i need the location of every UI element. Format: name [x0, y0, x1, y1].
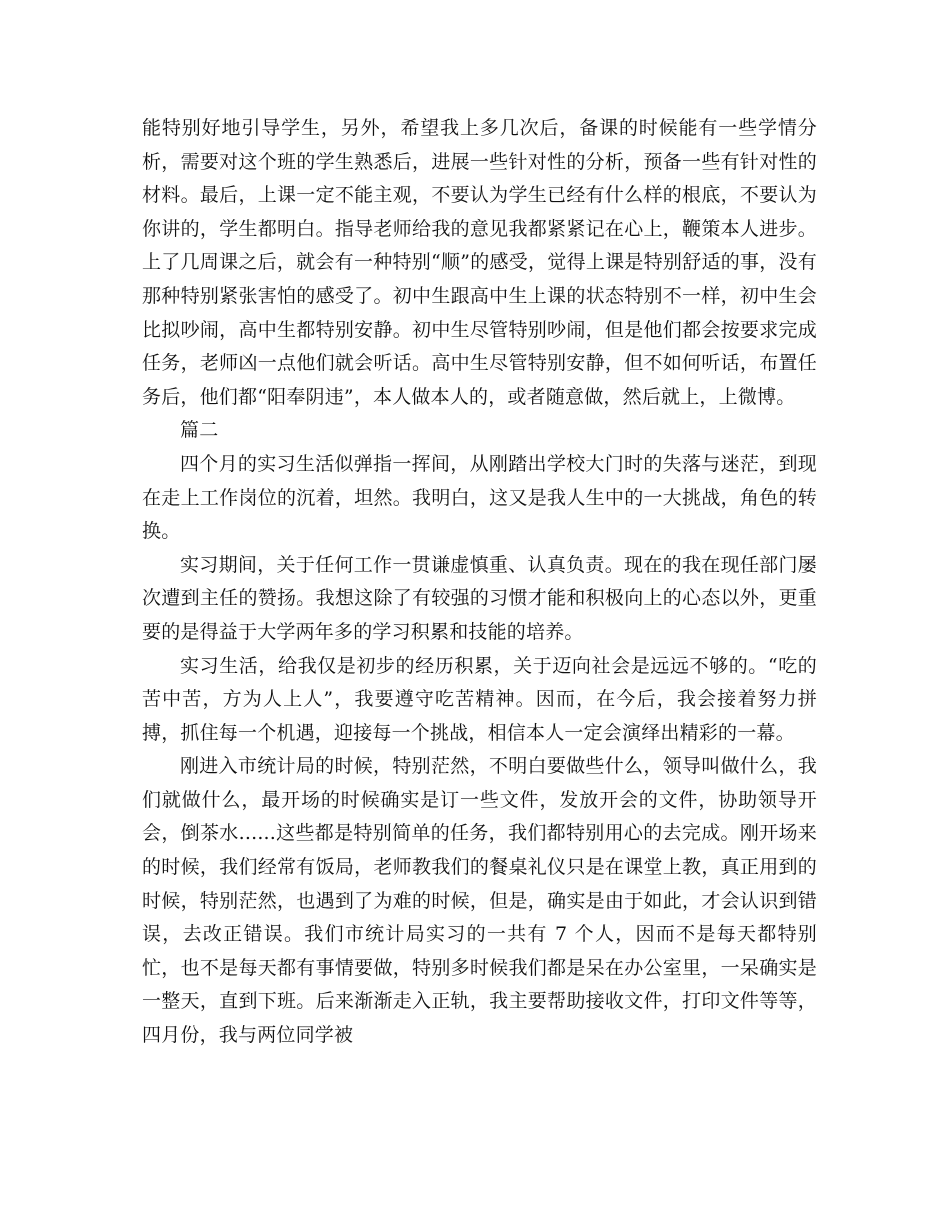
- section-heading: 篇二: [180, 419, 219, 442]
- paragraph: 刚进入市统计局的时候，特别茫然，不明白要做些什么，领导叫做什么，我们就做什么，最开场的时候确实是订一些文件，发放开会的文件，协助领导开会，倒茶水......这些都是特别简单的任务，我们都特别用心的去完成。刚开场来的时候，我们经常有饭局，老师教我们的餐桌礼仪只是在课堂上教，真正用到的时候，特别茫然，也遇到了为难的时候，但是，确实是由于如此，才会认识到错误，去改正错误。我们市统计局实习的一共有 7 个人，因而不是每天都特别忙，也不是每天都有事情要做，特别多时候我们都是呆在办公室里，一呆确实是一整天，直到下班。后来渐渐走入正轨，我主要帮助接收文件，打印文件等等，四月份，我与两位同学被: [142, 755, 817, 1047]
- paragraph: 实习生活，给我仅是初步的经历积累，关于迈向社会是远远不够的。“吃的苦中苦，方为人上人”，我要遵守吃苦精神。因而，在今后，我会接着努力拼搏，抓住每一个机遇，迎接每一个挑战，相信本人一定会演绎出精彩的一幕。: [142, 654, 817, 744]
- paragraph: 实习期间，关于任何工作一贯谦虚慎重、认真负责。现在的我在现任部门屡次遭到主任的赞扬。我想这除了有较强的习惯才能和积极向上的心态以外，更重要的是得益于大学两年多的学习积累和技能的培养。: [142, 553, 817, 643]
- document-body: [142, 112, 817, 1053]
- paragraph-continuation: 能特别好地引导学生，另外，希望我上多几次后，备课的时候能有一些学情分析，需要对这个班的学生熟悉后，进展一些针对性的分析，预备一些有针对性的材料。最后，上课一定不能主观，不要认为学生已经有什么样的根底，不要认为你讲的，学生都明白。指导老师给我的意见我都紧紧记在心上，鞭策本人进步。上了几周课之后，就会有一种特别“顺”的感受，觉得上课是特别舒适的事，没有那种特别紧张害怕的感受了。初中生跟高中生上课的状态特别不一样，初中生会比拟吵闹，高中生都特别安静。初中生尽管特别吵闹，但是他们都会按要求完成任务，老师凶一点他们就会听话。高中生尽管特别安静，但不如何听话，布置任务后，他们都“阳奉阴违”，本人做本人的，或者随意做，然后就上，上微博。: [142, 117, 817, 408]
- paragraph: 四个月的实习生活似弹指一挥间，从刚踏出学校大门时的失落与迷茫，到现在走上工作岗位的沉着，坦然。我明白，这又是我人生中的一大挑战，角色的转换。: [142, 452, 817, 543]
